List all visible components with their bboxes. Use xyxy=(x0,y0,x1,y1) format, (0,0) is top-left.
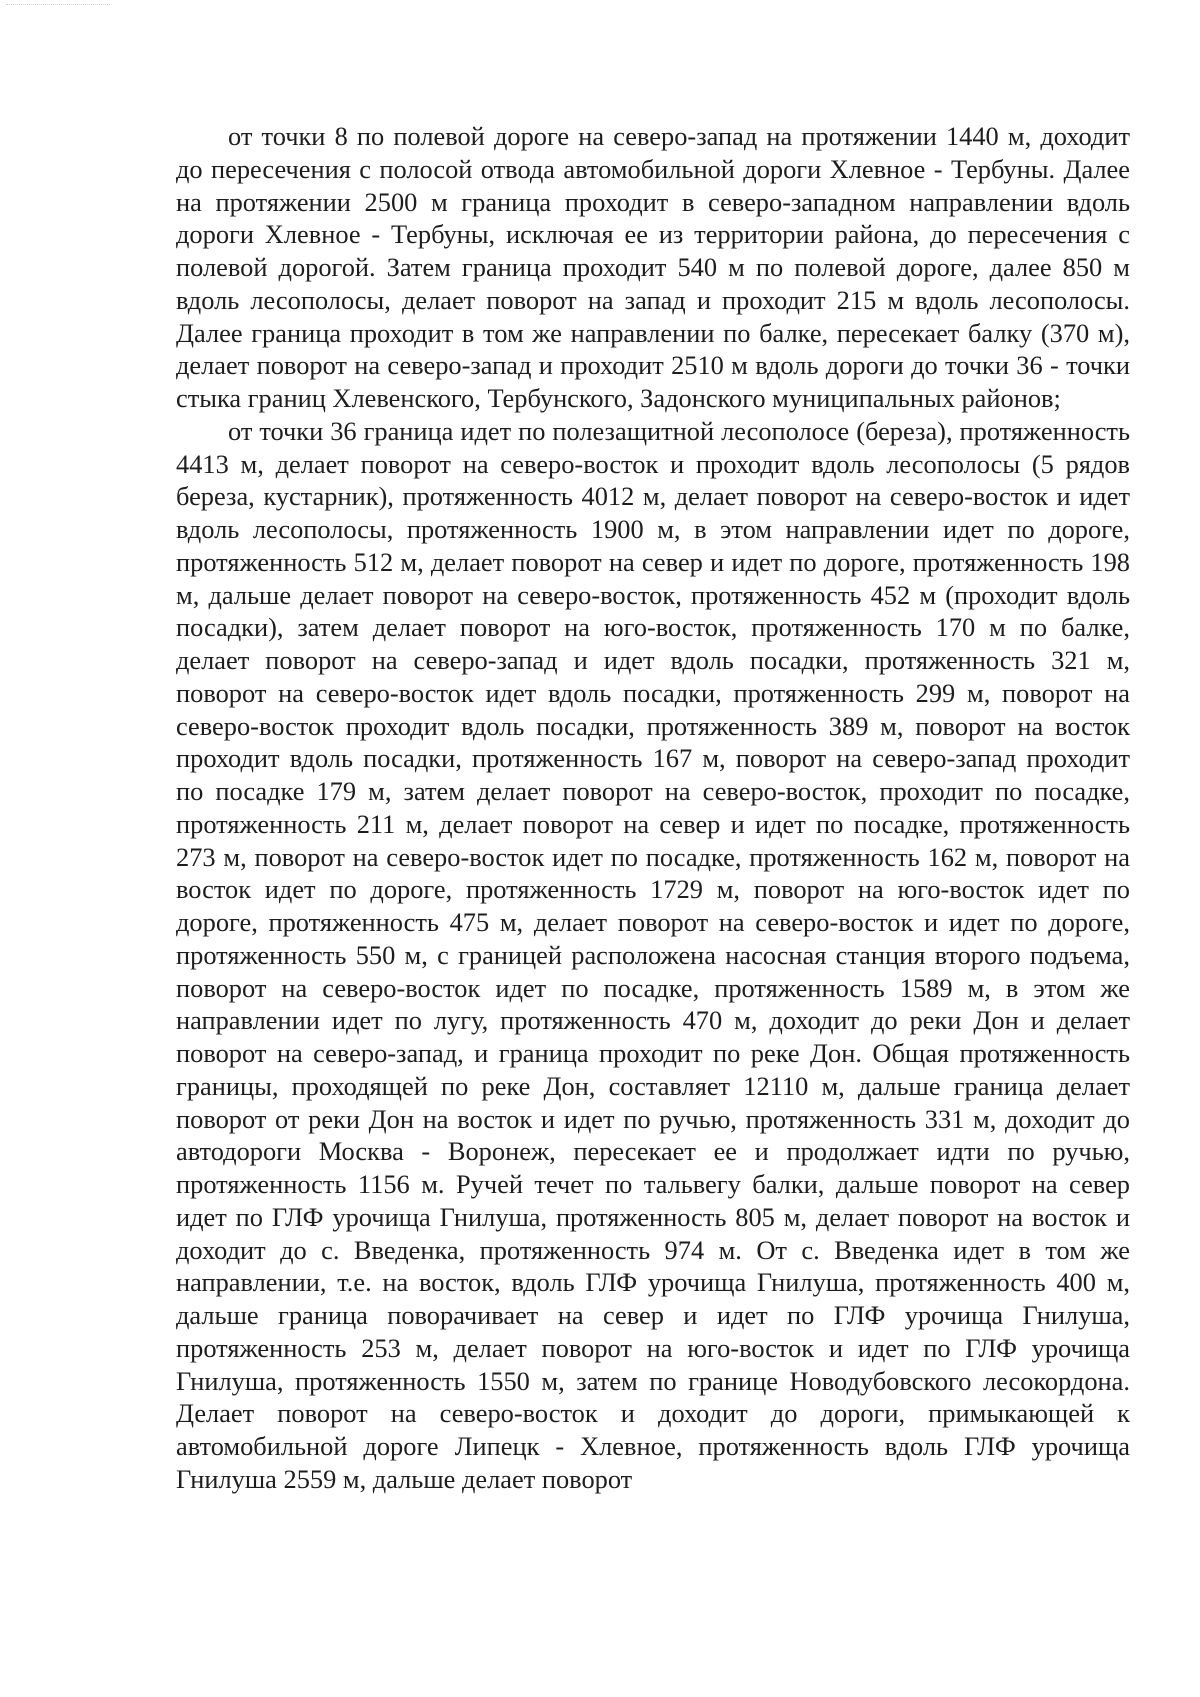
paragraph-boundary-from-point-36: от точки 36 граница идет по полезащитной лесополосе (береза), протяженность 4413 м, делает поворот на северо-восток и проходит вдоль лесополосы (5 рядов береза, кустарник), протяженность 4012 м, делает поворот на северо-восток и идет вдоль лесополосы, протяженность 1900 м, в этом направлении идет по дороге, протяженность 512 м, делает поворот на север и идет по дороге, протяженность 198 м, дальше делает поворот на северо-восток, протяженность 452 м (проходит вдоль посадки), затем делает поворот на юго-восток, протяженность 170 м по балке, делает поворот на северо-запад и идет вдоль посадки, протяженность 321 м, поворот на северо-восток идет вдоль посадки, протяженность 299 м, поворот на северо-восток проходит вдоль посадки, протяженность 389 м, поворот на восток проходит вдоль посадки, протяженность 167 м, поворот на северо-запад проходит по посадке 179 м, затем делает поворот на северо-восток, проходит по посадке, протяженность 211 м, делает поворот на север и идет по посадке, протяженность 273 м, поворот на северо-восток идет по посадке, протяженность 162 м, поворот на восток идет по дороге, протяженность 1729 м, поворот на юго-восток идет по дороге, протяженность 475 м, делает поворот на северо-восток и идет по дороге, протяженность 550 м, с границей расположена насосная станция второго подъема, поворот на северо-восток идет по посадке, протяженность 1589 м, в этом же направлении идет по лугу, протяженность 470 м, доходит до реки Дон и делает поворот на северо-запад, и граница проходит по реке Дон. Общая протяженность границы, проходящей по реке Дон, составляет 12110 м, дальше граница делает поворот от реки Дон на восток и идет по ручью, протяженность 331 м, доходит до автодороги Москва - Воронеж, пересекает ее и продолжает идти по ручью, протяженность 1156 м. Ручей течет по тальвегу балки, дальше поворот на север идет по ГЛФ урочища Гнилуша, протяженность 805 м, делает поворот на восток и доходит до с. Введенка, протяженность 974 м. От с. Введенка идет в том же направлении, т.е. на восток, вдоль ГЛФ урочища Гнилуша, протяженность 400 м, дальше граница поворачивает на север и идет по ГЛФ урочища Гнилуша, протяженность 253 м, делает поворот на юго-восток и идет по ГЛФ урочища Гнилуша, протяженность 1550 м, затем по границе Новодубовского лесокордона. Делает поворот на северо-восток и доходит до дороги, примыкающей к автомобильной дороге Липецк - Хлевное, протяженность вдоль ГЛФ урочища Гнилуша 2559 м, дальше делает поворот xyxy=(176,415,1130,1494)
paragraph-boundary-to-point-36: от точки 8 по полевой дороге на северо-запад на протяжении 1440 м, доходит до пересечения с полосой отвода автомобильной дороги Хлевное - Тербуны. Далее на протяжении 2500 м граница проходит в северо-западном направлении вдоль дороги Хлевное - Тербуны, исключая ее из территории района, до пересечения с полевой дорогой. Затем граница проходит 540 м по полевой дороге, далее 850 м вдоль лесополосы, делает поворот на запад и проходит 215 м вдоль лесополосы. Далее граница проходит в том же направлении по балке, пересекает балку (370 м), делает поворот на северо-запад и проходит 2510 м вдоль дороги до точки 36 - точки стыка границ Хлевенского, Тербунского, Задонского муниципальных районов; xyxy=(176,121,1130,413)
document-body xyxy=(176,120,1130,1496)
scan-artifact xyxy=(6,4,110,9)
